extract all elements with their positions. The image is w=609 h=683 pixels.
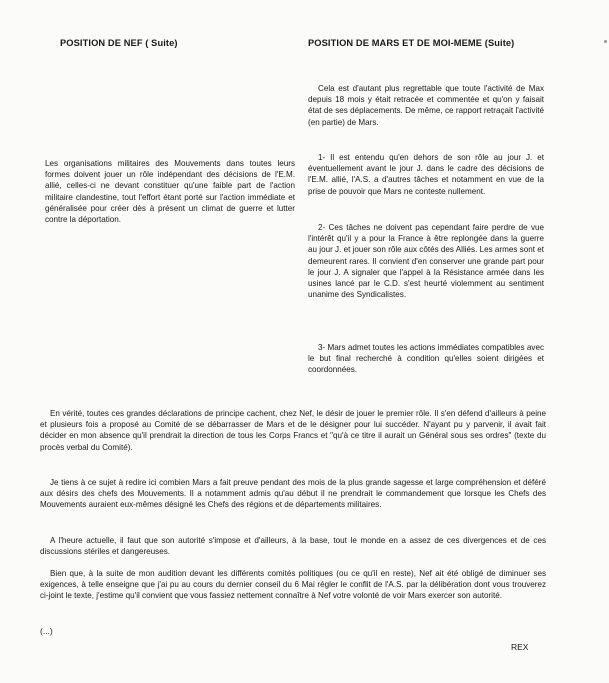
right-column-heading: POSITION DE MARS ET DE MOI-MEME (Suite) [308,38,515,48]
right-paragraph-2: 1- Il est entendu qu'en dehors de son rôle au jour J. et éventuellement avant le jour J. dans le cadre des décisions de l'E.M. allié, l'A.S. a d'autres tâches et notamment en vue de la prise de pouvoir que Mars ne conteste nullement. [308,153,544,196]
left-column-heading: POSITION DE NEF ( Suite) [60,38,178,48]
body-paragraph-3: A l'heure actuelle, il faut que son autorité s'impose et d'ailleurs, à la base, tout le monde en a assez de ces divergences et de ces discussions stériles et dangereuses. [40,536,546,557]
right-paragraph-3: 2- Ces tâches ne doivent pas cependant faire perdre de vue l'intérêt qu'il y a pour la France à être replongée dans la guerre au jour J. et jouer son rôle aux côtés des Alliés. Les armes sont et demeurent rares. Il convient d'en conserver une grande part pour le jour J. A signaler que l'appel à la Résistance armée dans les usines lancé par le C.D. s'est heurté violemment au sentiment unanime des Syndicalistes. [308,223,544,300]
body-paragraph-1: En vérité, toutes ces grandes déclarations de principe cachent, chez Nef, le désir de jouer le premier rôle. Il s'en défend d'ailleurs à peine et plusieurs fois a proposé au Comité de se débarrasser de Mars et de le désigner pour lui succéder. N'ayant pu y parvenir, il avait fait décider en mon absence qu'il prendrait la direction de tous les Corps Francs et "qu'à ce titre il aurait un Général sous ses ordres" (texte du procès verbal du Comité). [40,409,546,452]
right-paragraph-1: Cela est d'autant plus regrettable que toute l'activité de Max depuis 18 mois y était retracée et commentée et qu'on y faisait état de ses déplacements. De même, ce rapport retraçait l'activité (en partie) de Mars. [308,84,544,127]
body-paragraph-2: Je tiens à ce sujet à redire ici combien Mars a fait preuve pendant des mois de la plus grande sagesse et large compréhension et déféré aux désirs des chefs des Mouvements. Il a notamment admis qu'au début il ne prendrait le commandement que lorsque les Chefs des Mouvements auraient eux-mêmes désigné les Chefs des régions et de départements militaires. [40,478,546,510]
right-paragraph-4: 3- Mars admet toutes les actions immédiates compatibles avec le but final recherché à condition qu'elles soient dirigées et coordonnées. [308,343,544,375]
scan-speck [604,40,607,43]
left-paragraph: Les organisations militaires des Mouvements dans toutes leurs formes doivent jouer un rôle indépendant des décisions de l'E.M. allié, celles-ci ne devant constituer qu'une faible part de l'action militaire clandestine, tout l'effort étant porté sur l'action immédiate et généralisée pour créer dès à présent un climat de guerre et lutter contre la déportation. [45,159,295,225]
signature: REX [511,642,529,652]
ellipsis-marker: (...) [40,626,53,636]
body-paragraph-4: Bien que, à la suite de mon audition devant les différents comités politiques (ou ce qu'il en reste), Nef ait été obligé de diminuer ses exigences, à telle enseigne que j'ai pu au cours du dernier conseil du 6 Mai régler le conflit de l'A.S. par la délibération dont vous trouverez ci-joint le texte, j'estime qu'il convient que vous fassiez nettement connaître à Nef votre volonté de voir Mars exercer son autorité. [40,569,546,601]
